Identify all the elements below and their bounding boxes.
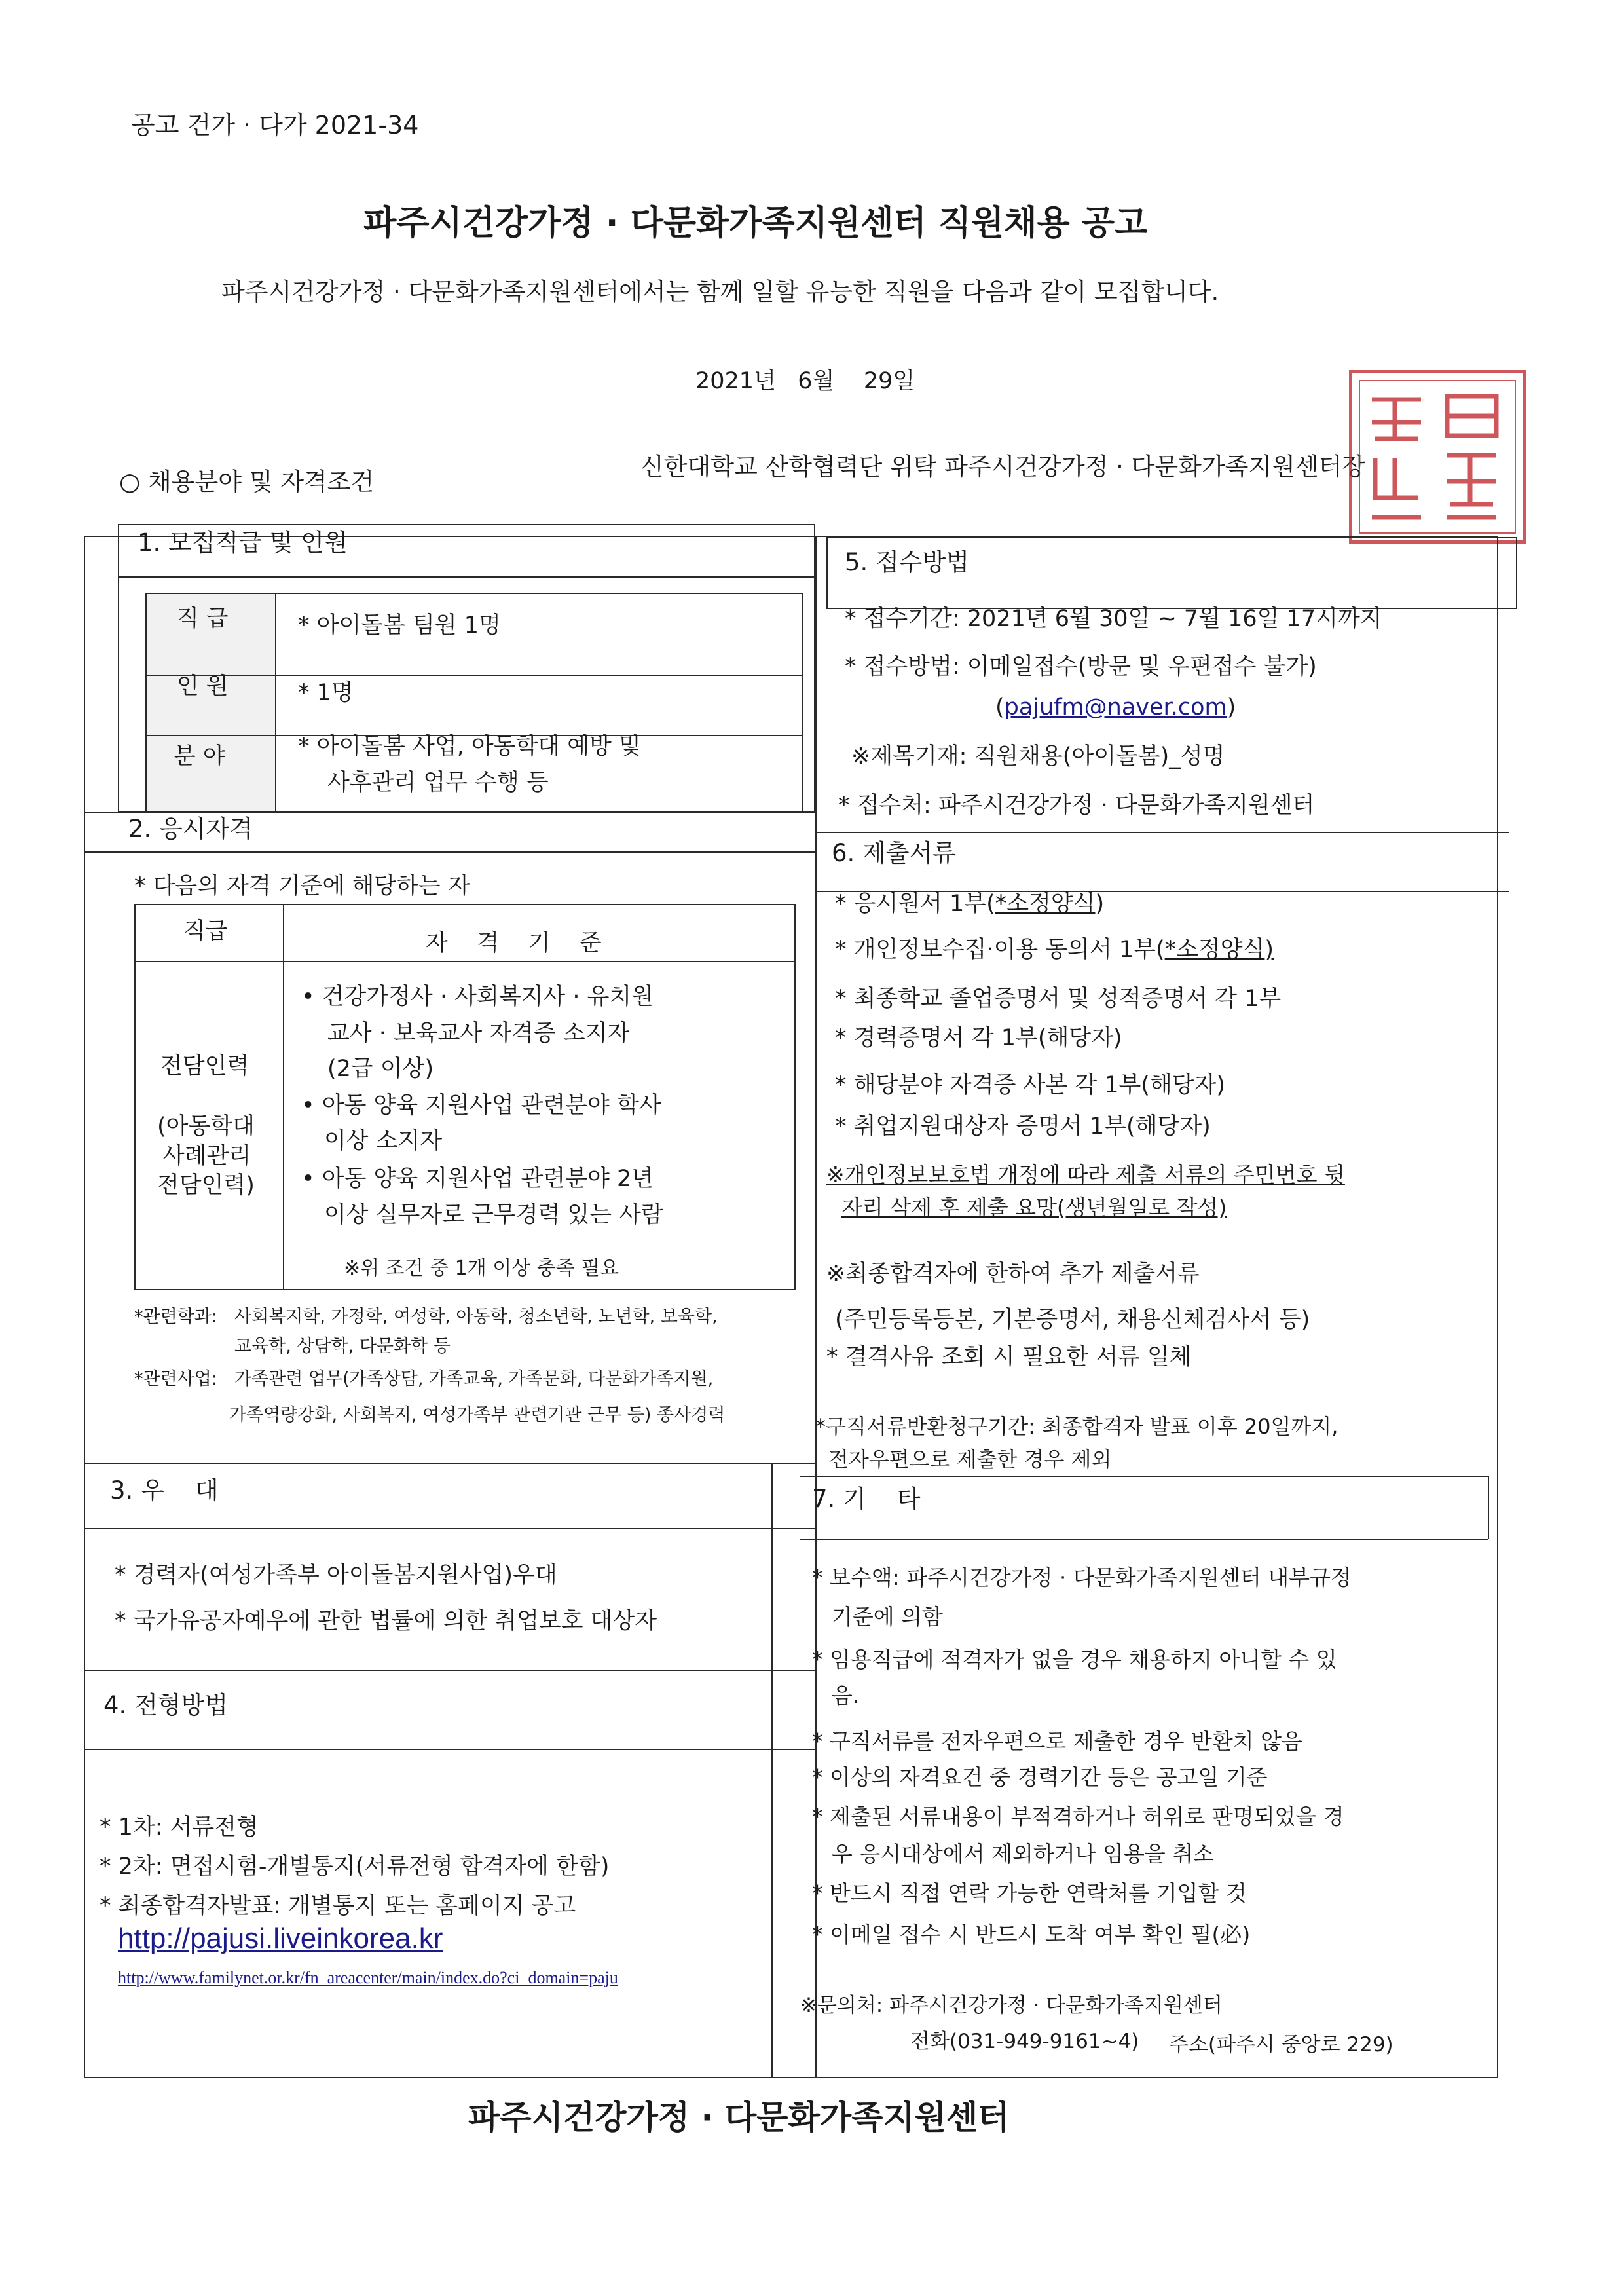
- qualification-col-criteria: 자 격 기 준: [426, 930, 602, 956]
- official-seal-stamp: [1349, 370, 1526, 544]
- criteria-line: • 아동 양육 지원사업 관련분야 2년: [301, 1166, 654, 1192]
- qualification-condition-note: ※위 조건 중 1개 이상 충족 필요: [344, 1257, 619, 1280]
- recruit-label-field: 분 야: [174, 743, 225, 770]
- contact-address: 주소(파주시 중앙로 229): [1169, 2033, 1393, 2057]
- qualification-lead: * 다음의 자격 기준에 해당하는 자: [134, 873, 470, 899]
- criteria-line: • 건강가정사 · 사회복지사 · 유치원: [301, 984, 654, 1010]
- section-2-title: 2. 응시자격: [128, 815, 253, 843]
- recruit-value-field-2: 사후관리 업무 수행 등: [327, 770, 549, 796]
- page-title: 파주시건강가정 · 다문화가족지원센터 직원채용 공고: [363, 204, 1148, 243]
- other-note-line: 음.: [832, 1683, 860, 1708]
- selection-step: * 최종합격자발표: 개별통지 또는 홈페이지 공고: [100, 1893, 576, 1919]
- document-number: 공고 건가 · 다가 2021-34: [131, 111, 419, 140]
- recruit-value-count: * 1명: [298, 680, 354, 706]
- application-period: * 접수기간: 2021년 6월 30일 ~ 7월 16일 17시까지: [845, 606, 1382, 632]
- privacy-notice-line-2: 자리 삭제 후 제출 요망(생년월일로 작성): [841, 1195, 1227, 1220]
- other-note-line: 우 응시대상에서 제외하거나 임용을 취소: [832, 1841, 1214, 1867]
- document-item: * 경력증명서 각 1부(해당자): [835, 1025, 1122, 1051]
- form-link[interactable]: *소정양식: [1164, 937, 1265, 963]
- recruit-label-grade: 직 급: [177, 606, 229, 632]
- form-link[interactable]: *소정양식: [995, 891, 1096, 917]
- preference-item: * 국가유공자예우에 관한 법률에 의한 취업보호 대상자: [115, 1608, 657, 1634]
- final-docs-line-2: (주민등록등본, 기본증명서, 채용신체검사서 등): [835, 1307, 1310, 1333]
- seal-glyph-pattern: [1356, 377, 1519, 537]
- related-biz-line-1: 가족관련 업무(가족상담, 가족교육, 가족문화, 다문화가족지원,: [234, 1369, 714, 1389]
- application-place: * 접수처: 파주시건강가정 · 다문화가족지원센터: [838, 793, 1315, 819]
- document-item-text: * 응시원서 1부(: [835, 891, 995, 917]
- document-item: * 취업지원대상자 증명서 1부(해당자): [835, 1113, 1211, 1140]
- criteria-line: (2급 이상): [327, 1056, 434, 1082]
- privacy-notice-line-1: ※개인정보보호법 개정에 따라 제출 서류의 주민번호 뒷: [826, 1162, 1345, 1187]
- related-dept-line-1: 사회복지학, 가정학, 여성학, 아동학, 청소년학, 노년학, 보육학,: [234, 1307, 718, 1327]
- other-note-line: * 보수액: 파주시건강가정 · 다문화가족지원센터 내부규정: [812, 1565, 1352, 1590]
- recruit-label-count: 인 원: [177, 673, 229, 700]
- final-docs-line-3: * 결격사유 조회 시 필요한 서류 일체: [826, 1344, 1192, 1370]
- section-7-title: 7. 기 타: [812, 1485, 921, 1513]
- criteria-line: 이상 소지자: [324, 1128, 443, 1154]
- return-period-line-1: *구직서류반환청구기간: 최종합격자 발표 이후 20일까지,: [815, 1414, 1338, 1439]
- qualification-grade-main: 전담인력: [160, 1053, 249, 1079]
- return-period-line-2: 전자우편으로 제출한 경우 제외: [828, 1447, 1112, 1472]
- selection-step: * 1차: 서류전형: [100, 1814, 259, 1840]
- announcement-date: 2021년 6월 29일: [695, 368, 915, 394]
- section-6-title: 6. 제출서류: [832, 839, 957, 867]
- application-method: * 접수방법: 이메일접수(방문 및 우편접수 불가): [845, 654, 1317, 680]
- qualification-grade-sub-1: (아동학대: [157, 1113, 255, 1140]
- other-note-line: * 임용직급에 적격자가 없을 경우 채용하지 아니할 수 있: [812, 1647, 1337, 1672]
- selection-step: * 2차: 면접시험-개별통지(서류전형 합격자에 한함): [100, 1854, 610, 1880]
- section-5-title: 5. 접수방법: [845, 548, 970, 576]
- recruit-value-field-1: * 아이돌봄 사업, 아동학대 예방 및: [298, 734, 641, 760]
- preference-item: * 경력자(여성가족부 아이돌봄지원사업)우대: [115, 1562, 557, 1588]
- email-subject-rule: ※제목기재: 직원채용(아이돌봄)_성명: [851, 743, 1225, 770]
- related-dept-label: *관련학과:: [134, 1307, 217, 1327]
- footer-organization: 파주시건강가정 · 다문화가족지원센터: [468, 2099, 1010, 2136]
- contact-label: ※문의처: 파주시건강가정 · 다문화가족지원센터: [800, 1994, 1223, 2017]
- related-dept-line-2: 교육학, 상담학, 다문화학 등: [234, 1336, 451, 1356]
- homepage-link[interactable]: http://pajusi.liveinkorea.kr: [118, 1922, 443, 1954]
- other-note-line: * 반드시 직접 연락 가능한 연락처를 기입할 것: [812, 1880, 1247, 1906]
- related-biz-line-2: 가족역량강화, 사회복지, 여성가족부 관련기관 근무 등) 종사경력: [229, 1405, 726, 1425]
- document-item-text: * 개인정보수집·이용 동의서 1부(: [835, 937, 1165, 963]
- qualification-grade-sub-2: 사례관리: [162, 1143, 251, 1169]
- familynet-link[interactable]: http://www.familynet.or.kr/fn_areacenter/main/index.do?ci_domain=paju: [118, 1968, 618, 1987]
- other-note-line: 기준에 의함: [832, 1604, 943, 1630]
- document-item: * 해당분야 자격증 사본 각 1부(해당자): [835, 1072, 1226, 1098]
- contact-phone: 전화(031-949-9161~4): [910, 2030, 1139, 2053]
- related-biz-label: *관련사업:: [134, 1369, 217, 1389]
- criteria-line: 교사 · 보육교사 자격증 소지자: [327, 1020, 630, 1047]
- final-docs-line-1: ※최종합격자에 한하여 추가 제출서류: [826, 1261, 1200, 1287]
- intro-text: 파주시건강가정 · 다문화가족지원센터에서는 함께 일할 유능한 직원을 다음과 같이 모집합니다.: [221, 278, 1219, 306]
- other-note-line: * 이메일 접수 시 반드시 도착 여부 확인 필(必): [812, 1922, 1251, 1947]
- section-4-title: 4. 전형방법: [103, 1691, 229, 1719]
- section-heading: ○ 채용분야 및 자격조건: [119, 468, 375, 496]
- other-note-line: * 구직서류를 전자우편으로 제출한 경우 반환치 않음: [812, 1728, 1302, 1754]
- qualification-grade-sub-3: 전담인력): [157, 1172, 255, 1199]
- issuer: 신한대학교 산학협력단 위탁 파주시건강가정 · 다문화가족지원센터장: [640, 453, 1366, 481]
- other-note-line: * 이상의 자격요건 중 경력기간 등은 공고일 기준: [812, 1764, 1268, 1790]
- application-email-link[interactable]: pajufm@naver.com: [1004, 694, 1227, 720]
- criteria-line: • 아동 양육 지원사업 관련분야 학사: [301, 1092, 661, 1119]
- criteria-line: 이상 실무자로 근무경력 있는 사람: [324, 1202, 663, 1228]
- recruit-value-grade: * 아이돌봄 팀원 1명: [298, 612, 501, 639]
- document-item: * 개인정보수집·이용 동의서 1부(*소정양식): [835, 937, 1274, 963]
- document-item: * 최종학교 졸업증명서 및 성적증명서 각 1부: [835, 986, 1282, 1012]
- section-3-title: 3. 우 대: [110, 1476, 219, 1504]
- document-item: * 응시원서 1부(*소정양식): [835, 891, 1105, 917]
- other-note-line: * 제출된 서류내용이 부적격하거나 허위로 판명되었을 경: [812, 1804, 1344, 1829]
- section-1-title: 1. 모집직급 및 인원: [138, 529, 348, 557]
- qualification-col-grade: 직급: [183, 918, 228, 944]
